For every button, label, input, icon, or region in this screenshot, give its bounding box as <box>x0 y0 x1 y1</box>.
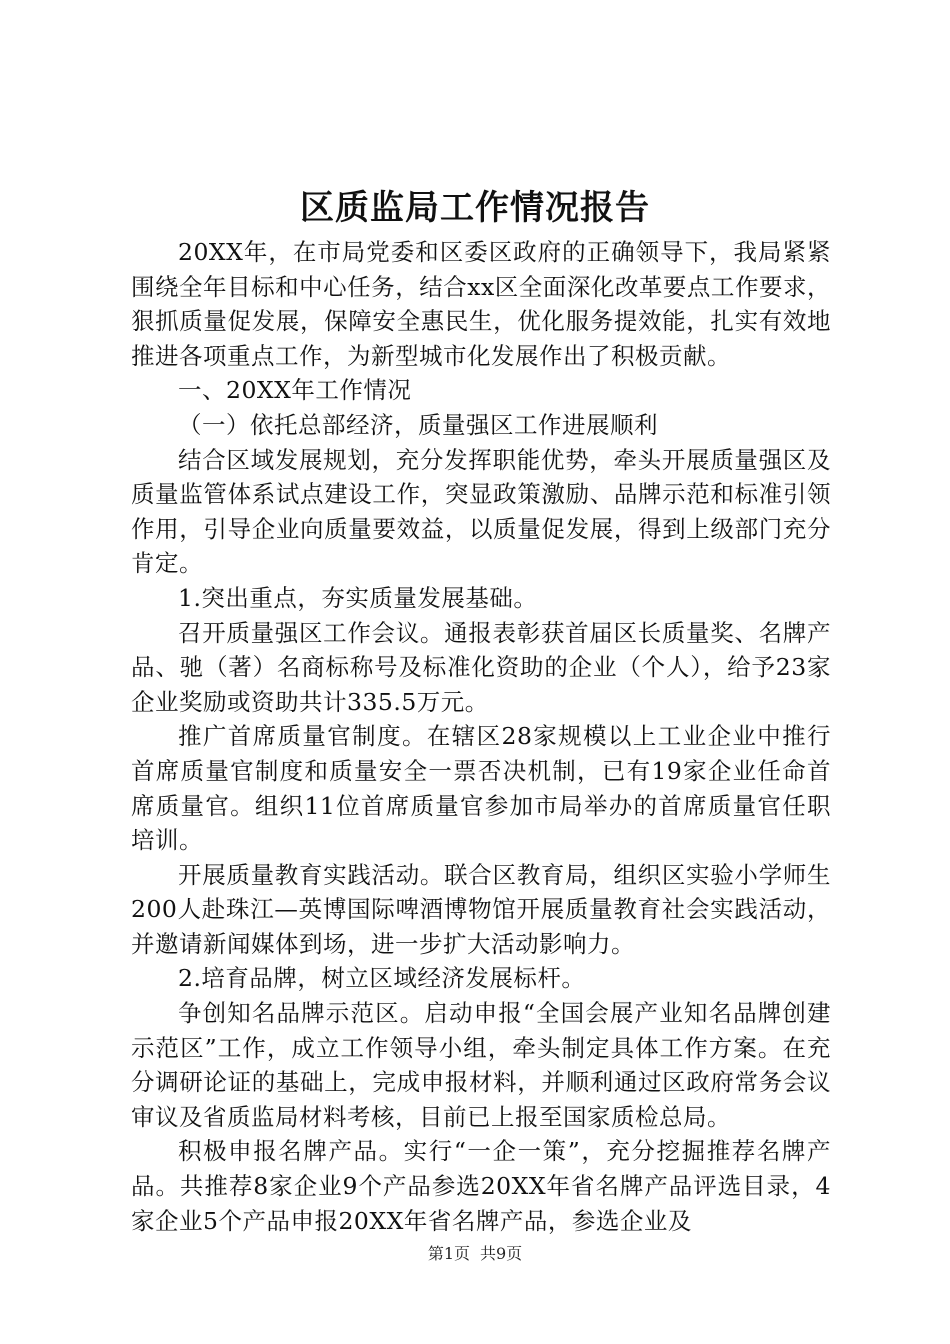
item-heading-1: 1.突出重点，夯实质量发展基础。 <box>178 583 538 612</box>
paragraph: 召开质量强区工作会议。通报表彰获首届区长质量奖、名牌产品、驰（著）名商标称号及标准化资助的企业（个人），给予23家企业奖励或资助共计335.5万元。 <box>131 618 831 716</box>
paragraph: 推广首席质量官制度。在辖区28家规模以上工业企业中推行首席质量官制度和质量安全一票否决机制，已有19家企业任命首席质量官。组织11位首席质量官参加市局举办的首席质量官任职培训。 <box>131 722 831 855</box>
subsection-heading-1: （一）依托总部经济，质量强区工作进展顺利 <box>178 410 658 439</box>
page-footer <box>0 1242 950 1266</box>
document-body <box>131 235 831 1238</box>
paragraph-intro: 20XX年，在市局党委和区委区政府的正确领导下，我局紧紧围绕全年目标和中心任务，结合xx区全面深化改革要点工作要求，狠抓质量促发展，保障安全惠民生，优化服务提效能，扎实有效地推进各项重点工作，为新型城市化发展作出了积极贡献。 <box>131 238 831 370</box>
paragraph: 开展质量教育实践活动。联合区教育局，组织区实验小学师生200人赴珠江—英博国际啤酒博物馆开展质量教育社会实践活动，并邀请新闻媒体到场，进一步扩大活动影响力。 <box>131 860 831 958</box>
section-heading-1: 一、20XX年工作情况 <box>178 376 412 405</box>
paragraph: 积极申报名牌产品。实行“一企一策”，充分挖掘推荐名牌产品。共推荐8家企业9个产品参选20XX年省名牌产品评选目录，4家企业5个产品申报20XX年省名牌产品，参选企业及 <box>131 1137 831 1235</box>
page-total: 共9页 <box>480 1244 523 1263</box>
paragraph: 争创知名品牌示范区。启动申报“全国会展产业知名品牌创建示范区”工作，成立工作领导小组，牵头制定具体工作方案。在充分调研论证的基础上，完成申报材料，并顺利通过区政府常务会议审议及省质监局材料考核，目前已上报至国家质检总局。 <box>131 999 831 1131</box>
item-heading-2: 2.培育品牌，树立区域经济发展标杆。 <box>178 964 586 993</box>
paragraph: 结合区域发展规划，充分发挥职能优势，牵头开展质量强区及质量监管体系试点建设工作，突显政策激励、品牌示范和标准引领作用，引导企业向质量要效益，以质量促发展，得到上级部门充分肯定。 <box>131 445 831 578</box>
document-title: 区质监局工作情况报告 <box>300 188 650 228</box>
page-number: 第1页 <box>427 1244 470 1263</box>
